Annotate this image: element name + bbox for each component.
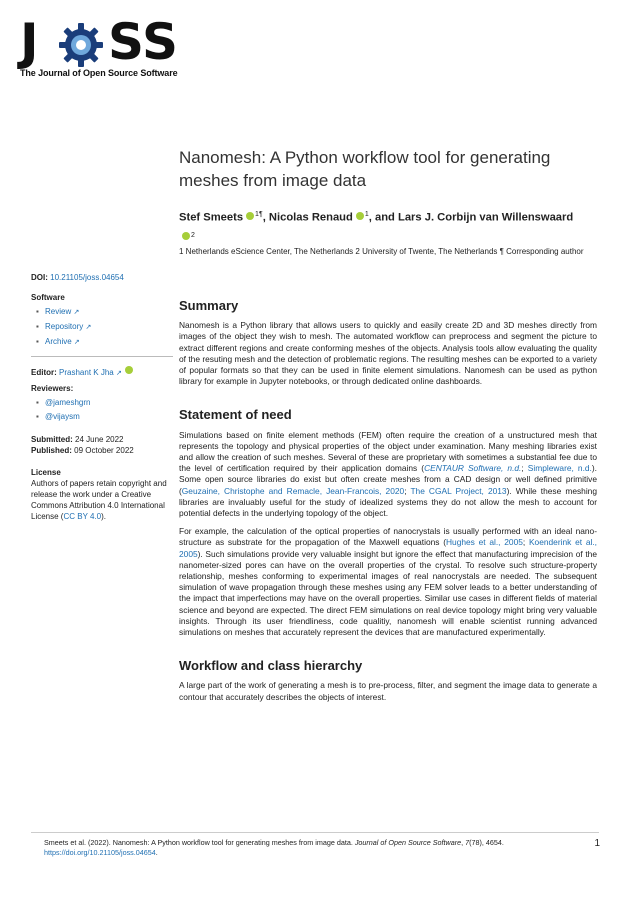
archive-link[interactable]: Archive — [45, 337, 72, 346]
text-span: ; — [522, 537, 529, 548]
software-title: Software — [31, 293, 65, 302]
journal-name: Journal of Open Source Software — [354, 838, 462, 847]
text-span: ). Such simulations provide very valuable insight but ignore the effect that manufacturing imprecision of the nanometer-sized pores can have on the overall properties of the crystal. To resolve such structure-property relationship, meshes conforming to experimental images of real nanocrystals are needed. The subsequent simulation of wave propagation through these meshes using any FEM solver leads to a better understanding of the impact that imperfections may have on the overall properties. Similar use cases in different fields of material science and beyond are expected. The direct FEM simulations on real device topology might bring very valuable insights. Through its user friendliness, code qualitiy, nanomesh will enable scientist running advanced simulations on meshes that accurately represent the devices that are manufactured experimentally. — [179, 548, 597, 638]
logo-tagline: The Journal of Open Source Software — [20, 68, 178, 78]
text-span: Nanomesh — [179, 320, 220, 331]
citation-link[interactable]: CENTAUR Software, n.d. — [424, 463, 522, 474]
citation-link[interactable]: Geuzaine, Christophe and Remacle, Jean-Francois, 2020 — [181, 485, 405, 496]
published-date: 09 October 2022 — [74, 446, 134, 455]
list-item — [45, 336, 173, 348]
footer-divider — [31, 832, 599, 833]
published-row — [31, 445, 173, 456]
author-name: Nicolas Renaud — [268, 211, 353, 224]
citation-link[interactable]: The CGAL Project, 2013 — [410, 485, 507, 496]
text-span: , — [461, 838, 466, 847]
summary-paragraph — [179, 320, 597, 387]
page-number: 1 — [594, 838, 600, 849]
citation-link[interactable]: Simpleware, n.d. — [527, 463, 592, 474]
logo-letter-s2: S — [142, 13, 178, 71]
logo-letter-j: J — [20, 13, 38, 71]
paper-title: Nanomesh: A Python workflow tool for generating meshes from image data — [179, 148, 551, 190]
summary-heading: Summary — [179, 298, 239, 313]
reviewer-list — [31, 397, 173, 422]
submitted-label: Submitted: — [31, 435, 73, 444]
text-span: ; — [521, 463, 528, 474]
license-body: Authors of papers retain copyright and release the work under a Creative Commons Attribution 4.0 International License ( — [31, 479, 167, 521]
review-link[interactable]: Review — [45, 307, 72, 316]
list-item — [45, 397, 173, 408]
need-paragraph-1 — [179, 430, 597, 520]
software-links — [31, 306, 173, 348]
external-link-icon: ↗ — [115, 370, 122, 377]
submitted-row — [31, 434, 173, 445]
list-item — [45, 411, 173, 422]
license-title: License — [31, 468, 61, 477]
text-span: ; — [404, 485, 411, 496]
text-span: ). While these meshing libraries are invaluably useful for the study of idealized systems they do not allow the mesh to account for potential defects in the underlying topology of the object. — [179, 485, 597, 519]
text-span: is a Python library that allows users to quickly and easily create 2D and 3D meshes directly from images of the object they wish to mesh. The automated workflow can preprocess and segment the picture to extract different regions and create conforming meshes of the objects. Analysis tools allow evaluating the quality of the resuting mesh and the detection of problematic regions. The resulting meshes can be exported to a variety of popular formats so that they can be used in finite element simulations. — [179, 320, 597, 376]
need-heading: Statement of need — [179, 407, 292, 423]
reviewer-link[interactable]: @jameshgrn — [45, 398, 91, 407]
external-link-icon: ↗ — [73, 309, 80, 316]
list-item — [45, 321, 173, 333]
license-end: ). — [101, 512, 107, 521]
license-link[interactable]: CC BY 4.0 — [63, 512, 102, 521]
author-name: Stef Smeets — [179, 211, 244, 224]
sidebar — [31, 272, 173, 522]
divider — [31, 356, 173, 357]
orcid-icon[interactable] — [182, 232, 190, 240]
text-span: can be used as python library for example in Jupyter notebooks, or through dedicated online dashboards. — [179, 365, 597, 387]
orcid-icon[interactable] — [356, 212, 364, 220]
author-separator: , — [262, 211, 269, 224]
editor-label: Editor: — [31, 368, 57, 377]
author-affiliation: 1¶ — [255, 211, 263, 218]
text-span: Smeets et al. (2022). Nanomesh: A Python workflow tool for generating meshes from image data. — [44, 838, 355, 847]
gear-logo-icon — [56, 20, 106, 70]
doi-url-link[interactable]: https://doi.org/10.21105/joss.04654 — [44, 848, 156, 857]
submitted-date: 24 June 2022 — [75, 435, 124, 444]
editor-row — [31, 366, 173, 379]
external-link-icon: ↗ — [85, 324, 92, 331]
list-item — [45, 306, 173, 318]
footer-citation — [44, 838, 604, 858]
orcid-icon[interactable] — [125, 366, 133, 374]
author-name: Lars J. Corbijn van Willenswaard — [397, 211, 574, 224]
text-span: (78), 4654. — [469, 838, 504, 847]
repository-link[interactable]: Repository — [45, 322, 84, 331]
main-content — [179, 300, 597, 710]
author-affiliation: 1 — [364, 211, 369, 218]
reviewer-link[interactable]: @vijaysm — [45, 412, 80, 421]
doi-row — [31, 272, 173, 283]
text-span: Nanomesh — [464, 365, 505, 376]
doi-label: DOI: — [31, 273, 48, 282]
text-span: . — [155, 848, 158, 857]
author-affiliation: 2 — [191, 231, 195, 239]
citation-link[interactable]: Koenderink et al., 2005 — [179, 537, 597, 559]
license-text — [31, 478, 173, 522]
published-label: Published: — [31, 446, 72, 455]
joss-logo — [20, 14, 190, 80]
text-span: ). Some open source libraries do exist but often create meshes from a CAD design or well defined primitive ( — [179, 463, 598, 496]
text-span: Simulations based on finite element methods (FEM) often require the creation of a unstructured mesh that represents the topology and physical properties of the object under examination. Many meshing libraries exist and allow the creation of such meshes. Several of these are proprietary with sometimes a substantial fee due to the level of certification required by their application domains ( — [179, 429, 597, 474]
citation-link[interactable]: Hughes et al., 2005 — [445, 537, 523, 548]
author-list — [179, 206, 579, 247]
editor-link[interactable]: Prashant K Jha — [59, 368, 114, 377]
workflow-paragraph: A large part of the work of generating a mesh is to pre-process, filter, and segment the image data to generate a contour that accurately describes the objects of interest. — [179, 680, 597, 702]
text-span: For example, the calculation of the optical properties of nanocrystals is usually performed with an ideal nano-structure as substrate for the propagation of the Maxwell equations ( — [179, 526, 597, 548]
author-separator: , and — [368, 211, 398, 224]
logo-letter-s1: S — [108, 13, 144, 71]
doi-link[interactable]: 10.21105/joss.04654 — [50, 273, 124, 282]
volume: 7 — [465, 838, 470, 847]
workflow-heading: Workflow and class hierarchy — [179, 658, 363, 674]
affiliations: 1 Netherlands eScience Center, The Netherlands 2 University of Twente, The Netherlands ¶ Corresponding author — [179, 247, 584, 256]
external-link-icon: ↗ — [73, 339, 80, 346]
reviewers-title: Reviewers: — [31, 384, 74, 393]
orcid-icon[interactable] — [246, 212, 254, 220]
need-paragraph-2 — [179, 526, 597, 638]
